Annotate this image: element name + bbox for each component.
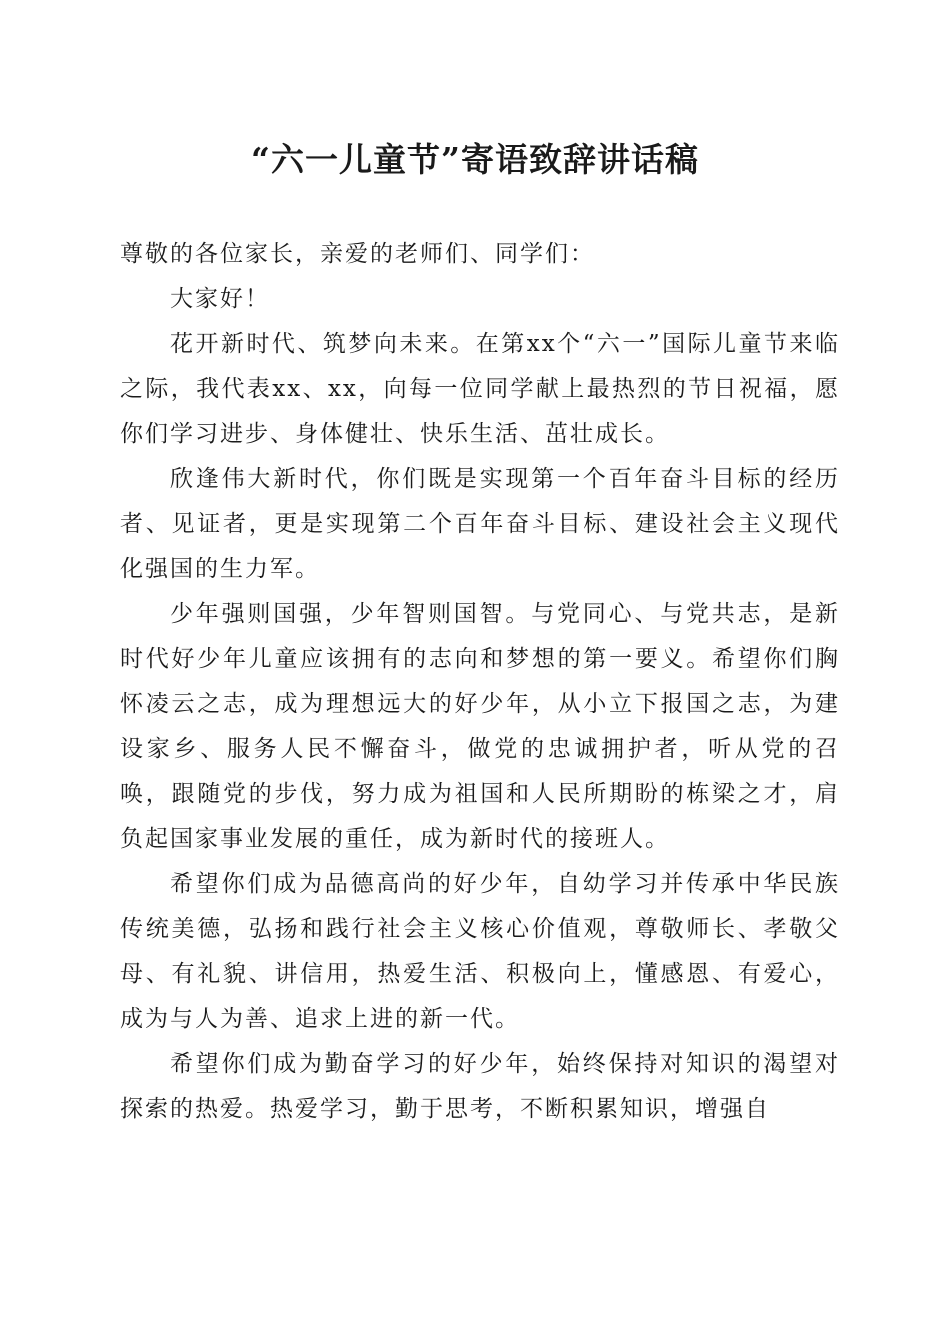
paragraph: 花开新时代、筑梦向未来。在第xx个“六一”国际儿童节来临之际，我代表xx、xx，向每一位同学献上最热烈的节日祝福，愿你们学习进步、身体健壮、快乐生活、茁壮成长。 xyxy=(120,331,840,447)
paragraph-greeting: 大家好！ xyxy=(170,286,270,312)
paragraph: 希望你们成为品德高尚的好少年，自幼学习并传承中华民族传统美德，弘扬和践行社会主义核心价值观，尊敬师长、孝敬父母、有礼貌、讲信用，热爱生活、积极向上，懂感恩、有爱心，成为与人为善、追求上进的新一代。 xyxy=(120,871,840,1032)
paragraph: 希望你们成为勤奋学习的好少年，始终保持对知识的渴望对探索的热爱。热爱学习，勤于思考，不断积累知识，增强自 xyxy=(120,1051,840,1122)
salutation: 尊敬的各位家长，亲爱的老师们、同学们： xyxy=(120,241,595,267)
document-body xyxy=(120,232,840,1132)
paragraph: 少年强则国强，少年智则国智。与党同心、与党共志，是新时代好少年儿童应该拥有的志向和梦想的第一要义。希望你们胸怀凌云之志，成为理想远大的好少年，从小立下报国之志，为建设家乡、服务人民不懈奋斗，做党的忠诚拥护者，听从党的召唤，跟随党的步伐，努力成为祖国和人民所期盼的栋梁之才，肩负起国家事业发展的重任，成为新时代的接班人。 xyxy=(120,601,840,852)
paragraph: 欣逢伟大新时代，你们既是实现第一个百年奋斗目标的经历者、见证者，更是实现第二个百年奋斗目标、建设社会主义现代化强国的生力军。 xyxy=(120,466,840,582)
document-title: “六一儿童节”寄语致辞讲话稿 xyxy=(251,140,699,179)
